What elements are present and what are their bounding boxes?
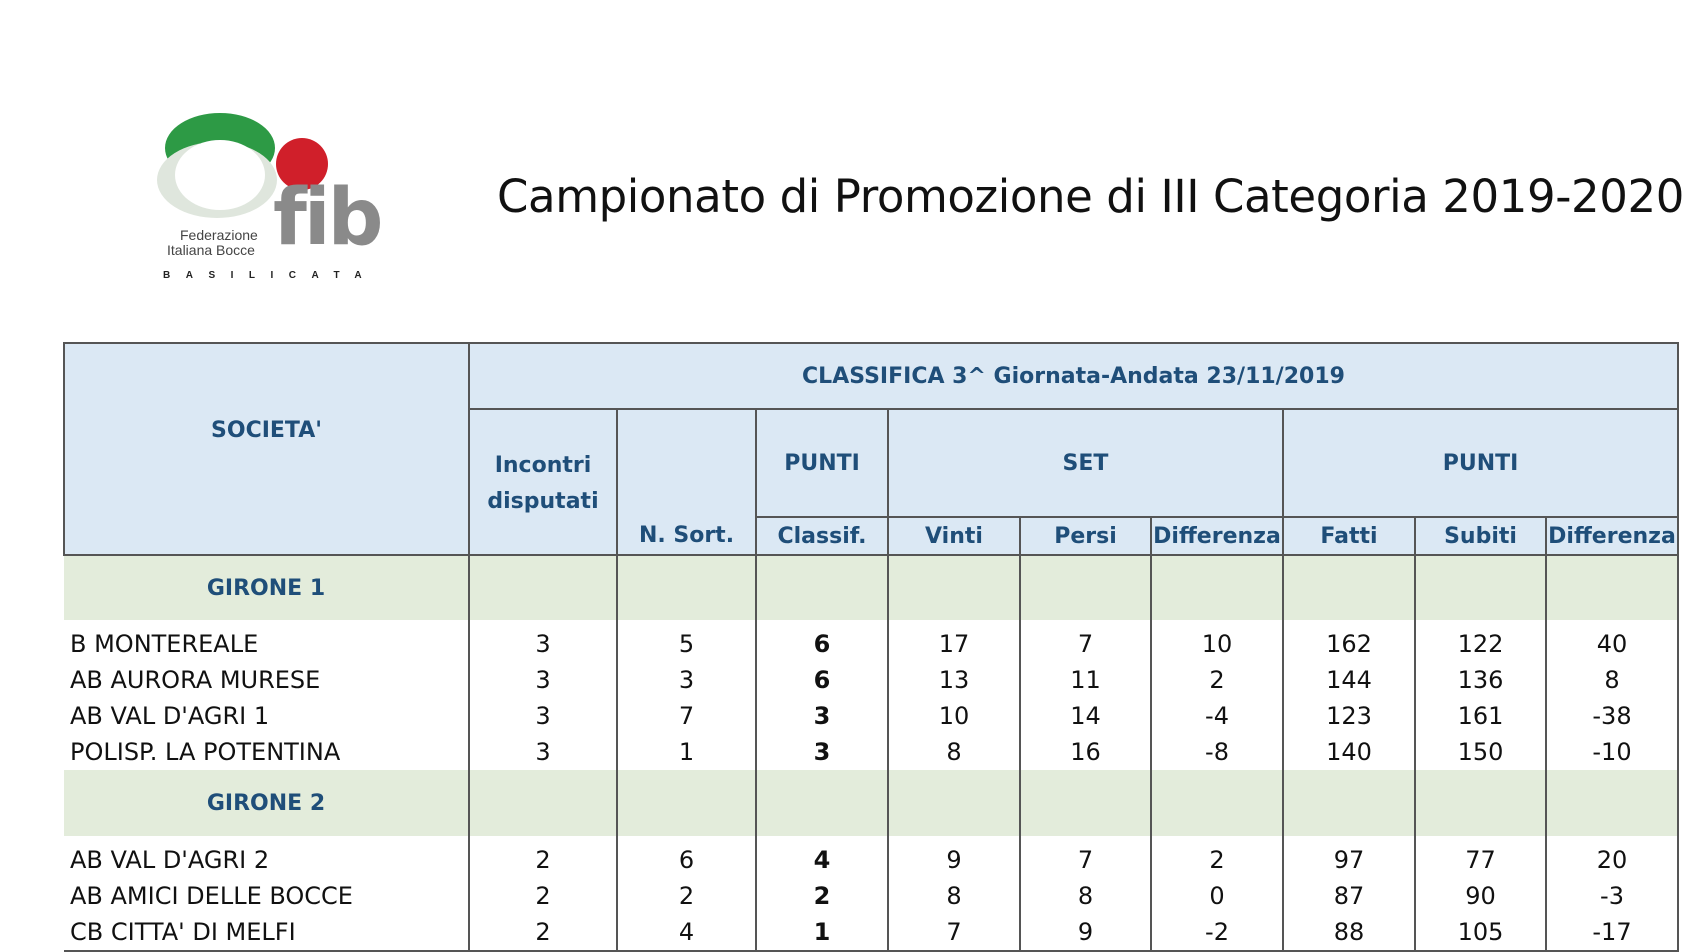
differenza-punti-header: Differenza [1546,517,1678,555]
cell-classif: 3 [756,734,888,770]
girone-empty-cell [1020,770,1151,836]
girone-empty-cell [1283,555,1415,620]
page-title: Campionato di Promozione di III Categoria 2019-2020 [497,170,1684,223]
cell-incontri: 2 [469,878,617,914]
cell-diff-punti: -17 [1546,914,1678,951]
girone-empty-cell [1020,555,1151,620]
girone-empty-cell [888,555,1020,620]
girone-empty-cell [1546,770,1678,836]
cell-diff-set: 2 [1151,662,1283,698]
cell-fatti: 123 [1283,698,1415,734]
nsort-header: N. Sort. [617,409,756,555]
cell-fatti: 87 [1283,878,1415,914]
girone-label: GIRONE 1 [64,555,469,620]
girone-empty-cell [1546,555,1678,620]
cell-persi: 11 [1020,662,1151,698]
societa-header: SOCIETA' [64,343,469,555]
table-row [64,698,1678,734]
cell-subiti: 136 [1415,662,1546,698]
standings-table [63,342,1679,952]
fib-logo [125,100,405,295]
cell-incontri: 3 [469,620,617,662]
girone-empty-cell [1151,770,1283,836]
girone-empty-cell [1415,770,1546,836]
table-row [64,734,1678,770]
cell-team: AB AURORA MURESE [70,666,321,694]
cell-fatti: 162 [1283,620,1415,662]
cell-diff-punti: -10 [1546,734,1678,770]
cell-diff-punti: -3 [1546,878,1678,914]
subiti-header: Subiti [1415,517,1546,555]
girone-empty-cell [469,770,617,836]
punti-group-header: PUNTI [1283,409,1678,517]
logo-italiana-bocce-text: Italiana Bocce [167,242,255,258]
cell-persi: 8 [1020,878,1151,914]
cell-incontri: 2 [469,914,617,951]
logo-federazione-text: Federazione [180,227,258,243]
cell-incontri: 3 [469,734,617,770]
cell-fatti: 97 [1283,836,1415,878]
cell-incontri: 3 [469,662,617,698]
cell-vinti: 8 [888,878,1020,914]
girone-empty-cell [888,770,1020,836]
cell-nsort: 5 [617,620,756,662]
classif-header: Classif. [756,517,888,555]
cell-fatti: 88 [1283,914,1415,951]
girone-empty-cell [617,555,756,620]
persi-header: Persi [1020,517,1151,555]
cell-fatti: 144 [1283,662,1415,698]
cell-classif: 4 [756,836,888,878]
cell-classif: 3 [756,698,888,734]
incontri-line1: Incontri [494,453,592,478]
cell-team: POLISP. LA POTENTINA [70,738,341,766]
cell-team: CB CITTA' DI MELFI [64,914,469,951]
table-row [64,662,1678,698]
table-row [64,914,1678,951]
standings-body [64,555,1678,951]
cell-persi: 16 [1020,734,1151,770]
cell-diff-punti: 40 [1546,620,1678,662]
cell-nsort: 4 [617,914,756,951]
cell-vinti: 7 [888,914,1020,951]
logo-fib-mark: fib [273,173,381,263]
cell-diff-set: -8 [1151,734,1283,770]
cell-diff-set: 10 [1151,620,1283,662]
differenza-set-header: Differenza [1151,517,1283,555]
cell-subiti: 90 [1415,878,1546,914]
cell-nsort: 2 [617,878,756,914]
cell-classif: 6 [756,620,888,662]
cell-nsort: 3 [617,662,756,698]
cell-diff-punti: 8 [1546,662,1678,698]
table-row [64,878,1678,914]
girone-empty-cell [469,555,617,620]
cell-persi: 9 [1020,914,1151,951]
cell-diff-set: 0 [1151,878,1283,914]
cell-persi: 14 [1020,698,1151,734]
cell-subiti: 161 [1415,698,1546,734]
cell-incontri: 3 [469,698,617,734]
cell-team: AB VAL D'AGRI 1 [70,702,270,730]
cell-subiti: 105 [1415,914,1546,951]
girone-empty-cell [756,770,888,836]
cell-classif: 1 [756,914,888,951]
girone-empty-cell [1283,770,1415,836]
cell-subiti: 122 [1415,620,1546,662]
logo-region-text: BASILICATA [163,270,378,281]
cell-vinti: 8 [888,734,1020,770]
girone-empty-cell [1151,555,1283,620]
table-row [64,620,1678,662]
cell-nsort: 7 [617,698,756,734]
cell-team: AB AMICI DELLE BOCCE [70,882,353,910]
girone-empty-cell [1415,555,1546,620]
set-header: SET [888,409,1283,517]
table-row [64,836,1678,878]
punti-top-header: PUNTI [756,409,888,517]
cell-diff-punti: 20 [1546,836,1678,878]
girone-empty-cell [756,555,888,620]
cell-team: AB VAL D'AGRI 2 [70,846,270,874]
girone-row [64,770,1678,836]
vinti-header: Vinti [888,517,1020,555]
classifica-header: CLASSIFICA 3^ Giornata-Andata 23/11/2019 [469,343,1678,409]
cell-diff-set: -4 [1151,698,1283,734]
cell-classif: 2 [756,878,888,914]
cell-subiti: 77 [1415,836,1546,878]
fatti-header: Fatti [1283,517,1415,555]
cell-vinti: 13 [888,662,1020,698]
cell-diff-set: -2 [1151,914,1283,951]
incontri-header [469,409,617,555]
cell-nsort: 1 [617,734,756,770]
incontri-line2: disputati [487,489,599,514]
cell-vinti: 17 [888,620,1020,662]
cell-persi: 7 [1020,836,1151,878]
girone-empty-cell [617,770,756,836]
cell-diff-set: 2 [1151,836,1283,878]
cell-incontri: 2 [469,836,617,878]
cell-fatti: 140 [1283,734,1415,770]
girone-row [64,555,1678,620]
cell-vinti: 9 [888,836,1020,878]
cell-team: B MONTEREALE [70,630,259,658]
cell-subiti: 150 [1415,734,1546,770]
girone-label: GIRONE 2 [64,770,469,836]
cell-vinti: 10 [888,698,1020,734]
cell-nsort: 6 [617,836,756,878]
cell-persi: 7 [1020,620,1151,662]
cell-classif: 6 [756,662,888,698]
cell-diff-punti: -38 [1546,698,1678,734]
